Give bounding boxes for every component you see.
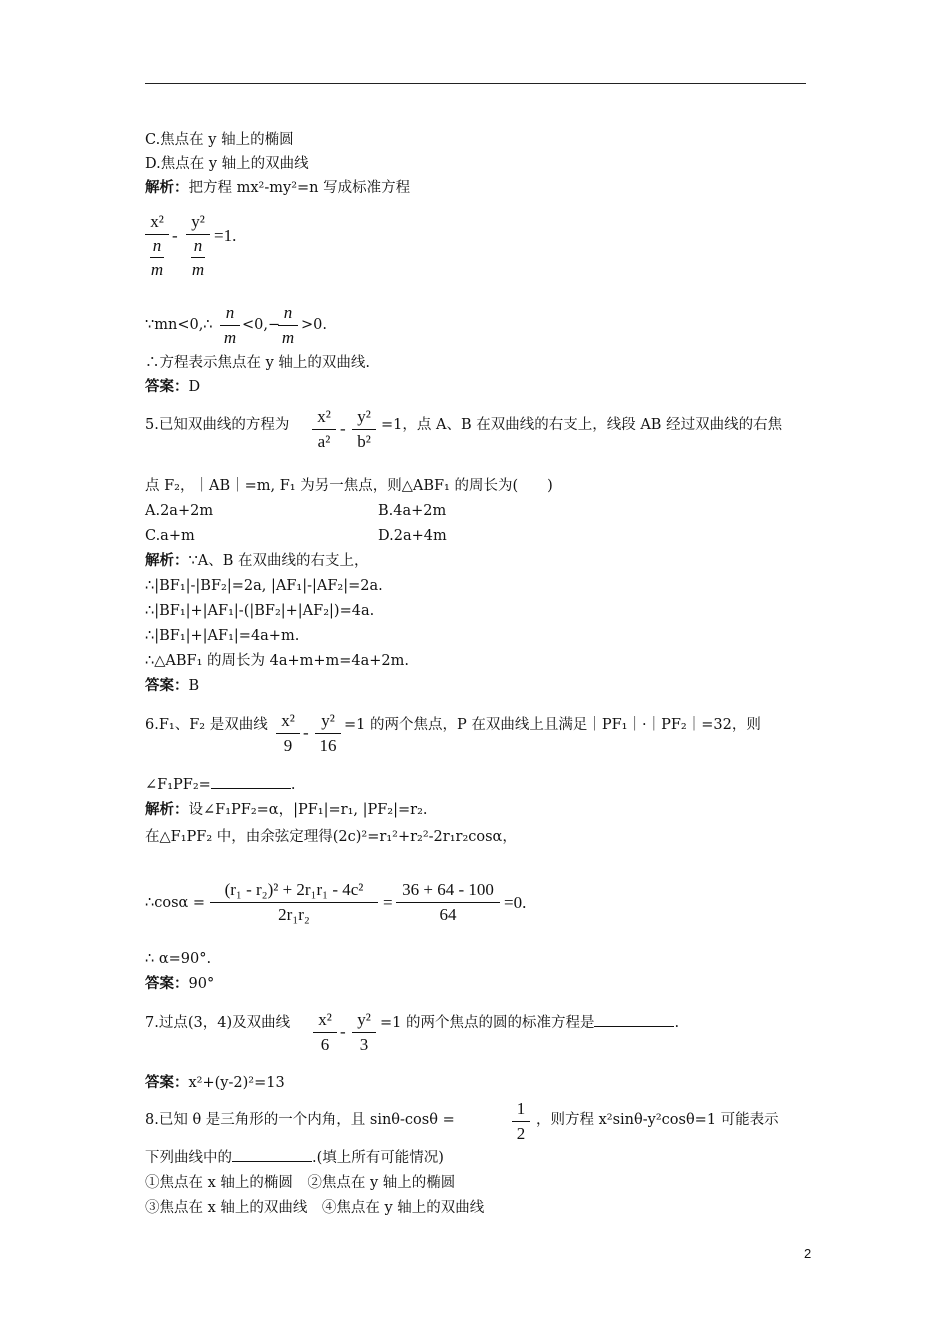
q6-eq-tail: =0. xyxy=(504,893,527,912)
q8-stem-b: ，则方程 x²sinθ-y²cosθ=1 可能表示 xyxy=(536,1112,779,1128)
q8-options-3-4: ③焦点在 x 轴上的双曲线 ④焦点在 y 轴上的双曲线 xyxy=(145,1200,485,1216)
q5-solution-4: ∴|BF₁|+|AF₁|=4a+m. xyxy=(145,628,300,644)
q5-option-d: D.2a+4m xyxy=(378,528,447,544)
q8-stem-a: 8.已知 θ 是三角形的一个内角，且 sinθ-cosθ = xyxy=(145,1112,455,1128)
q5-solution-1: 解析：∵A、B 在双曲线的右支上， xyxy=(145,552,369,569)
q6-stem-c: ∠F₁PF₂= . xyxy=(145,777,296,793)
q5-solution-2: ∴|BF₁|-|BF₂|=2a, |AF₁|-|AF₂|=2a. xyxy=(145,578,383,594)
q8-stem-c: 下列曲线中的 .(填上所有可能情况) xyxy=(145,1150,444,1166)
q4-conclusion: ∴方程表示焦点在 y 轴上的双曲线. xyxy=(145,355,371,371)
solution-label: 解析： xyxy=(145,179,189,196)
q4-solution-line xyxy=(145,179,410,197)
q7-frac-x: x² 6 xyxy=(313,1008,337,1057)
q5-stem-b: =1，点 A、B 在双曲线的右支上，线段 AB 经过双曲线的右焦 xyxy=(381,417,783,433)
q5-option-a: A.2a+2m xyxy=(145,503,214,519)
q6-frac-x: x² 9 xyxy=(276,709,300,758)
q6-solution-2: 在△F₁PF₂ 中，由余弦定理得(2c)²=r₁²+r₂²-2r₁r₂cosα， xyxy=(145,829,517,845)
q5-option-c: C.a+m xyxy=(145,528,195,544)
q8-options-1-2: ①焦点在 x 轴上的椭圆 ②焦点在 y 轴上的椭圆 xyxy=(145,1175,456,1191)
q5-answer: 答案：B xyxy=(145,677,200,694)
q5-solution-3: ∴|BF₁|+|AF₁|-(|BF₂|+|AF₂|)=4a. xyxy=(145,603,375,619)
q8-frac-half: 1 2 xyxy=(512,1097,530,1146)
q7-answer: 答案：x²+(y-2)²=13 xyxy=(145,1074,285,1091)
q4-since-c: >0. xyxy=(301,317,327,333)
option-d: D.焦点在 y 轴上的双曲线 xyxy=(145,156,309,172)
q4-frac-y: y² n m xyxy=(186,210,210,282)
header-rule xyxy=(145,83,806,84)
q7-stem-a: 7.过点(3，4)及双曲线 xyxy=(145,1015,291,1031)
q6-stem-a: 6.F₁、F₂ 是双曲线 xyxy=(145,717,268,733)
option-c: C.焦点在 y 轴上的椭圆 xyxy=(145,132,294,148)
q6-frac-cos-2: 36 + 64 - 100 64 xyxy=(396,878,500,927)
q4-since-a: ∵mn<0,∴ xyxy=(145,317,213,333)
page-number: 2 xyxy=(804,1246,812,1261)
q6-frac-cos-1: (r₁ - r₂)² + 2r₁r₁ - 4c² 2r₁r₂ xyxy=(210,878,378,927)
q4-frac-nm-1: n m xyxy=(220,301,240,350)
q6-solution-1: 解析：设∠F₁PF₂=α，|PF₁|=r₁, |PF₂|=r₂. xyxy=(145,801,428,818)
solution-text: 把方程 mx²-my²=n 写成标准方程 xyxy=(188,180,411,196)
q6-solution-3: ∴ α=90°. xyxy=(145,951,212,967)
q4-frac-nm-2: n m xyxy=(278,301,298,350)
q4-answer: 答案：D xyxy=(145,378,201,395)
q4-frac-x: x² n m xyxy=(145,210,169,282)
equals-sign: = xyxy=(383,893,393,912)
q4-eq-tail: =1. xyxy=(214,226,237,245)
q5-option-b: B.4a+2m xyxy=(378,503,447,519)
q5-stem-c: 点 F₂，｜AB｜=m, F₁ 为另一焦点，则△ABF₁ 的周长为( ) xyxy=(145,478,553,494)
q5-solution-5: ∴△ABF₁ 的周长为 4a+m+m=4a+2m. xyxy=(145,653,410,669)
q5-frac-x: x² a² xyxy=(312,405,336,454)
q6-cos-label: ∴cosα = xyxy=(145,895,206,911)
minus-sign: - xyxy=(340,419,346,438)
q7-frac-y: y² 3 xyxy=(352,1008,376,1057)
q6-frac-y: y² 16 xyxy=(315,709,341,758)
q6-stem-b: =1 的两个焦点，P 在双曲线上且满足｜PF₁｜·｜PF₂｜=32，则 xyxy=(344,717,761,733)
minus-sign: - xyxy=(172,226,178,245)
minus-sign: - xyxy=(340,1022,346,1041)
q7-stem-b: =1 的两个焦点的圆的标准方程是 . xyxy=(380,1015,680,1031)
q5-stem-a: 5.已知双曲线的方程为 xyxy=(145,417,290,433)
q5-frac-y: y² b² xyxy=(352,405,376,454)
q6-answer: 答案：90° xyxy=(145,975,215,992)
minus-sign: - xyxy=(303,723,309,742)
q4-since-b: <0,− xyxy=(242,317,281,333)
